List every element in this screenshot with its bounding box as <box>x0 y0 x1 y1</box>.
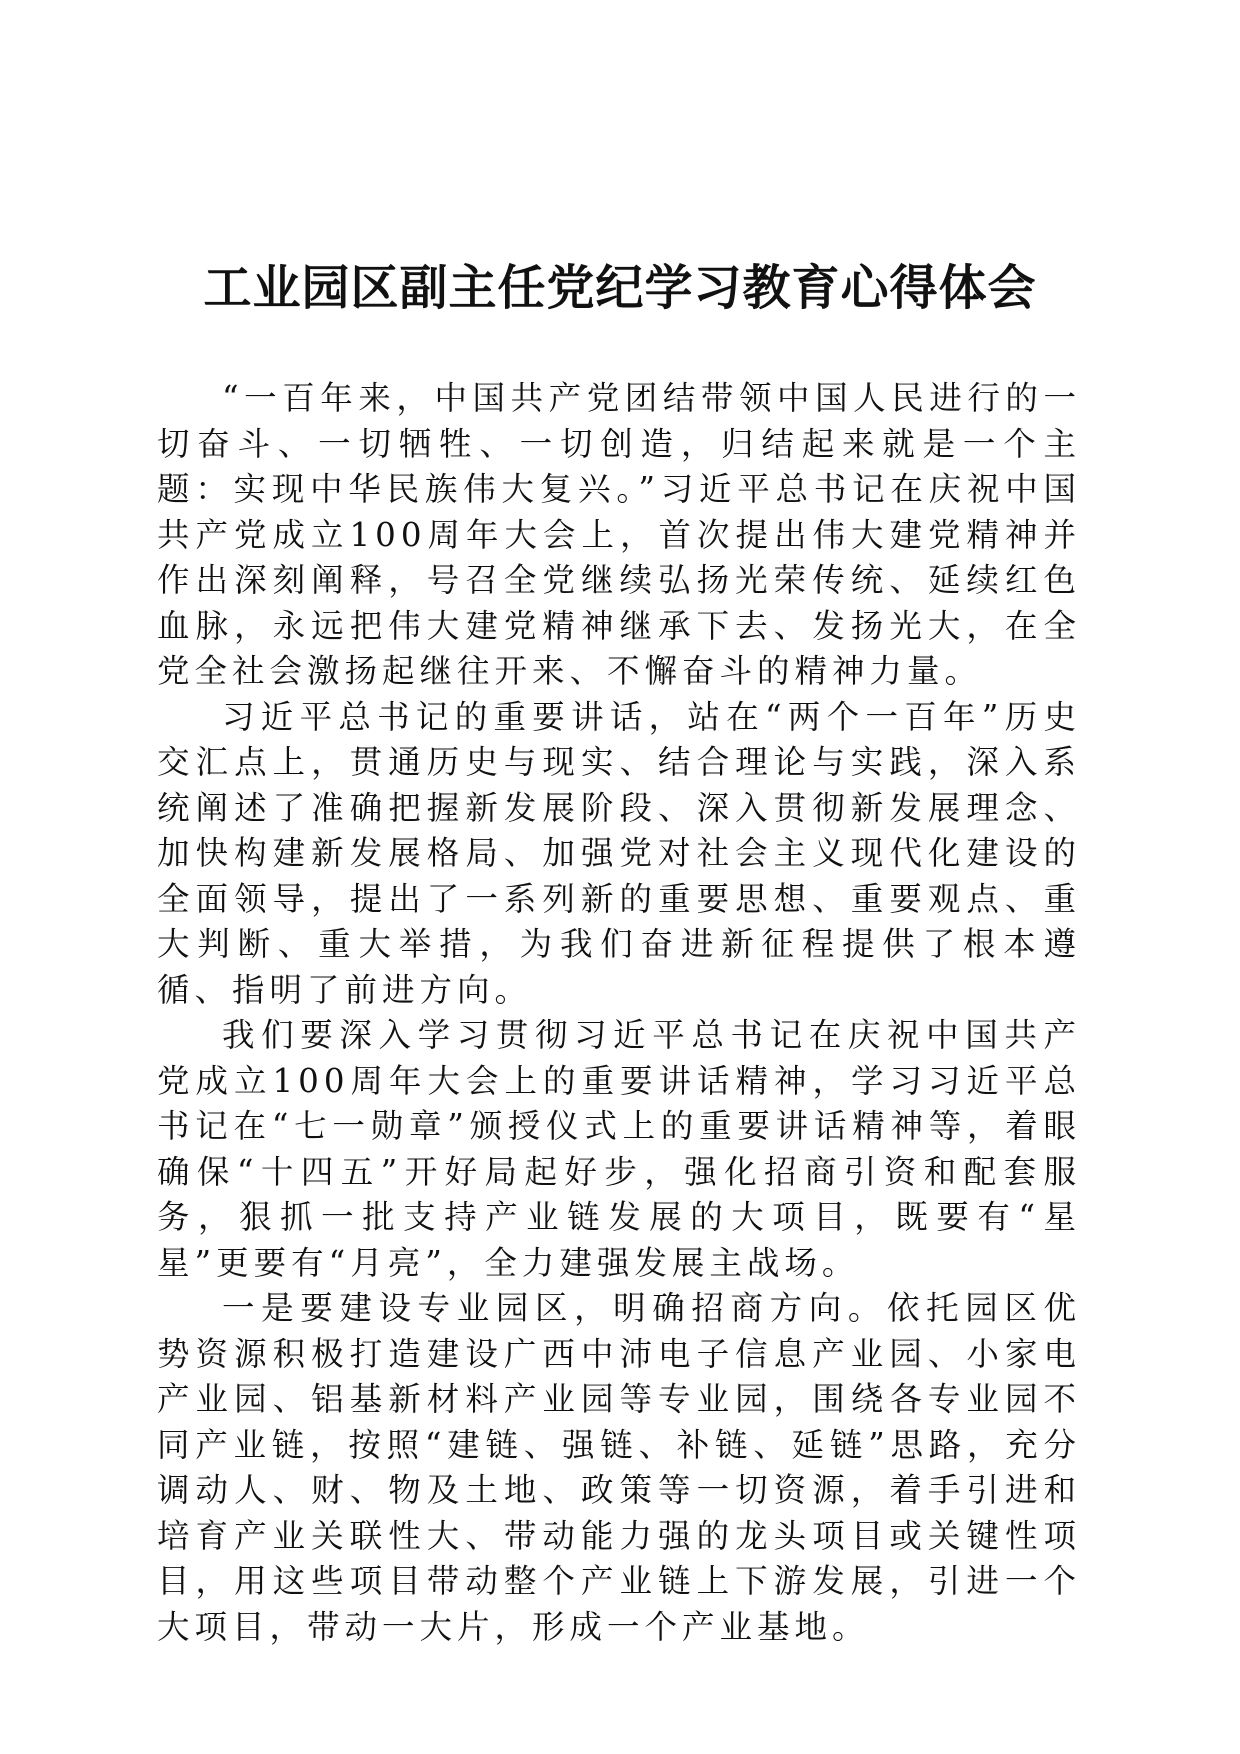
paragraph-1: “一百年来，中国共产党团结带领中国人民进行的一切奋斗、一切牺牲、一切创造，归结起来就是一个主题：实现中华民族伟大复兴。”习近平总书记在庆祝中国共产党成立100周年大会上，首次提出伟大建党精神并作出深刻阐释，号召全党继续弘扬光荣传统、延续红色血脉，永远把伟大建党精神继承下去、发扬光大，在全党全社会激扬起继往开来、不懈奋斗的精神力量。 <box>157 379 1081 690</box>
document-title: 工业园区副主任党纪学习教育心得体会 <box>203 260 1037 316</box>
document-body <box>157 376 1081 1650</box>
paragraph-4: 一是要建设专业园区，明确招商方向。依托园区优势资源积极打造建设广西中沛电子信息产业园、小家电产业园、铝基新材料产业园等专业园，围绕各专业园不同产业链，按照“建链、强链、补链、延链”思路，充分调动人、财、物及土地、政策等一切资源，着手引进和培育产业关联性大、带动能力强的龙头项目或关键性项目，用这些项目带动整个产业链上下游发展，引进一个大项目，带动一大片，形成一个产业基地。 <box>157 1289 1081 1646</box>
paragraph-2: 习近平总书记的重要讲话，站在“两个一百年”历史交汇点上，贯通历史与现实、结合理论与实践，深入系统阐述了准确把握新发展阶段、深入贯彻新发展理念、加快构建新发展格局、加强党对社会主义现代化建设的全面领导，提出了一系列新的重要思想、重要观点、重大判断、重大举措，为我们奋进新征程提供了根本遵循、指明了前进方向。 <box>157 697 1081 1009</box>
paragraph-3: 我们要深入学习贯彻习近平总书记在庆祝中国共产党成立100周年大会上的重要讲话精神，学习习近平总书记在“七一勋章”颁授仪式上的重要讲话精神等，着眼确保“十四五”开好局起好步，强化招商引资和配套服务，狠抓一批支持产业链发展的大项目，既要有“星星”更要有“月亮”，全力建强发展主战场。 <box>157 1016 1081 1282</box>
